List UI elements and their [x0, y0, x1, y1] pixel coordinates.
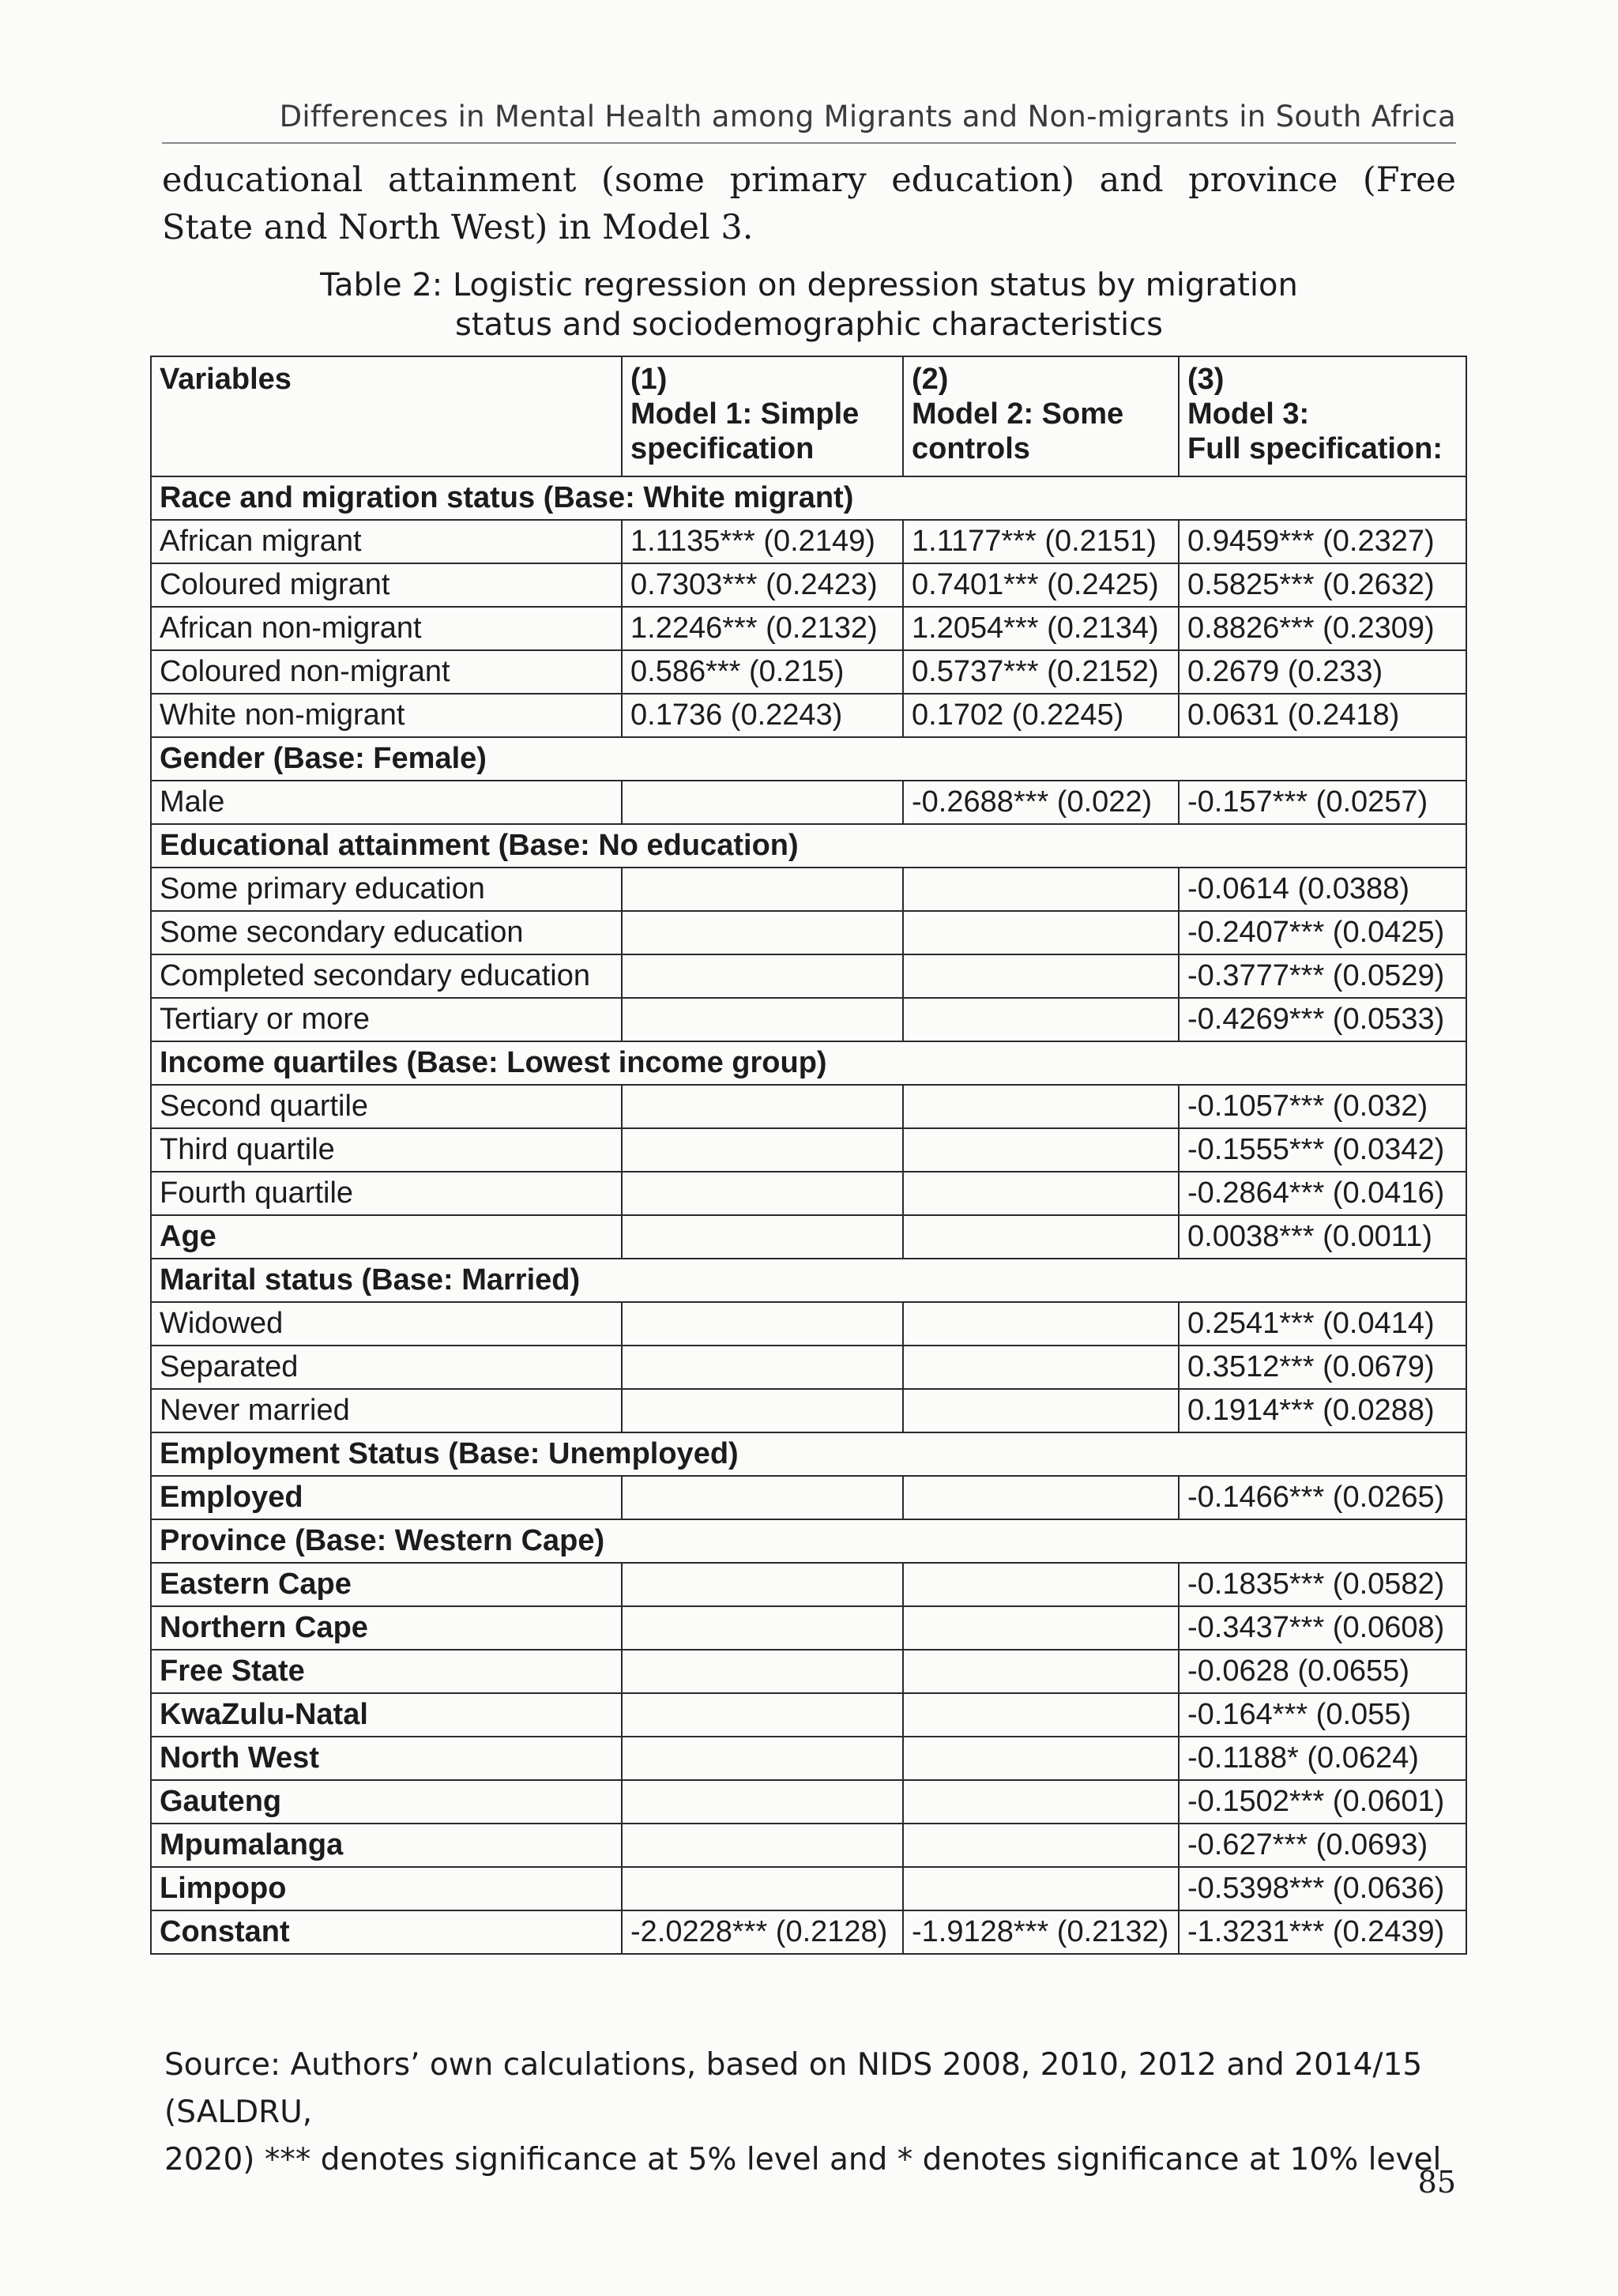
header-model-2 [903, 356, 1179, 476]
header-model-3 [1179, 356, 1466, 476]
model-3-cell: 0.9459*** (0.2327) [1179, 520, 1466, 563]
variable-cell: Widowed [151, 1302, 622, 1346]
variable-cell: Gauteng [151, 1780, 622, 1824]
variable-cell: Some primary education [151, 868, 622, 911]
variable-cell: Coloured migrant [151, 563, 622, 607]
model-2-cell [903, 1172, 1179, 1215]
model-3-cell: -0.1835*** (0.0582) [1179, 1563, 1466, 1606]
model-2-cell: -1.9128*** (0.2132) [903, 1910, 1179, 1954]
table-row [151, 1302, 1466, 1346]
section-label: Gender (Base: Female) [151, 737, 1466, 781]
model-1-cell [622, 998, 903, 1041]
model-3-cell: 0.1914*** (0.0288) [1179, 1389, 1466, 1432]
model-3-cell: -0.1057*** (0.032) [1179, 1085, 1466, 1128]
model-1-cell [622, 1563, 903, 1606]
model-1-cell: 1.1135*** (0.2149) [622, 520, 903, 563]
table-row [151, 1215, 1466, 1259]
variable-cell: African migrant [151, 520, 622, 563]
section-label: Race and migration status (Base: White migrant) [151, 476, 1466, 520]
header-model-1-num: (1) [630, 363, 668, 396]
model-2-cell [903, 998, 1179, 1041]
table-row [151, 1128, 1466, 1172]
model-2-cell [903, 1302, 1179, 1346]
variable-cell: Second quartile [151, 1085, 622, 1128]
model-2-cell [903, 1650, 1179, 1693]
variable-cell: Age [151, 1215, 622, 1259]
variable-cell: Northern Cape [151, 1606, 622, 1650]
header-variables [151, 356, 622, 476]
page-number: 85 [1417, 2165, 1456, 2200]
section-header-row [151, 824, 1466, 868]
variable-cell: Employed [151, 1476, 622, 1519]
model-3-cell: 0.8826*** (0.2309) [1179, 607, 1466, 650]
table-row [151, 1563, 1466, 1606]
model-1-cell [622, 954, 903, 998]
model-3-cell: -0.1466*** (0.0265) [1179, 1476, 1466, 1519]
model-2-cell: 1.2054*** (0.2134) [903, 607, 1179, 650]
table-row [151, 650, 1466, 694]
model-3-cell: 0.3512*** (0.0679) [1179, 1346, 1466, 1389]
model-1-cell [622, 1693, 903, 1737]
variable-cell: Completed secondary education [151, 954, 622, 998]
model-2-cell: 0.7401*** (0.2425) [903, 563, 1179, 607]
caption-line-2: status and sociodemographic characteristics [455, 307, 1163, 343]
model-3-cell: -0.0614 (0.0388) [1179, 868, 1466, 911]
intro-paragraph: educational attainment (some primary education) and province (Free State and North West) in Model 3. [162, 160, 1456, 247]
model-2-cell [903, 1780, 1179, 1824]
regression-table [150, 356, 1467, 1955]
section-header-row [151, 476, 1466, 520]
caption-line-1: Table 2: Logistic regression on depression status by migration [320, 267, 1298, 303]
model-1-cell [622, 1128, 903, 1172]
model-2-cell [903, 954, 1179, 998]
model-3-cell: -0.2864*** (0.0416) [1179, 1172, 1466, 1215]
variable-cell: Never married [151, 1389, 622, 1432]
header-rule [162, 142, 1456, 144]
section-label: Educational attainment (Base: No education) [151, 824, 1466, 868]
model-1-cell [622, 1476, 903, 1519]
variable-cell: Constant [151, 1910, 622, 1954]
section-label: Marital status (Base: Married) [151, 1259, 1466, 1302]
model-2-cell [903, 1824, 1179, 1867]
model-2-cell [903, 1476, 1179, 1519]
model-1-cell [622, 781, 903, 824]
model-3-cell: -0.1555*** (0.0342) [1179, 1128, 1466, 1172]
model-1-cell: -2.0228*** (0.2128) [622, 1910, 903, 1954]
section-label: Province (Base: Western Cape) [151, 1519, 1466, 1563]
variable-cell: Separated [151, 1346, 622, 1389]
section-label: Employment Status (Base: Unemployed) [151, 1432, 1466, 1476]
section-header-row [151, 1259, 1466, 1302]
model-2-cell [903, 1085, 1179, 1128]
table-body [151, 476, 1466, 1954]
variable-cell: Tertiary or more [151, 998, 622, 1041]
section-header-row [151, 1041, 1466, 1085]
variable-cell: Mpumalanga [151, 1824, 622, 1867]
table-row [151, 781, 1466, 824]
header-model-1 [622, 356, 903, 476]
table-row [151, 1172, 1466, 1215]
model-2-cell: 0.1702 (0.2245) [903, 694, 1179, 737]
variable-cell: KwaZulu-Natal [151, 1693, 622, 1737]
variable-cell: Eastern Cape [151, 1563, 622, 1606]
variable-cell: White non-migrant [151, 694, 622, 737]
header-model-3-num: (3) [1187, 363, 1225, 396]
header-model-2-label: Model 2: Some controls [912, 397, 1124, 465]
variable-cell: Male [151, 781, 622, 824]
model-2-cell: -0.2688*** (0.022) [903, 781, 1179, 824]
table-row [151, 1824, 1466, 1867]
model-1-cell [622, 1302, 903, 1346]
header-model-3-label: Model 3: Full specification: [1187, 397, 1443, 465]
model-2-cell [903, 911, 1179, 954]
model-1-cell [622, 1085, 903, 1128]
model-1-cell [622, 1650, 903, 1693]
model-2-cell [903, 1606, 1179, 1650]
table-row [151, 1693, 1466, 1737]
table-row [151, 1780, 1466, 1824]
model-1-cell [622, 1824, 903, 1867]
table-row [151, 1867, 1466, 1910]
table-row [151, 1389, 1466, 1432]
model-3-cell: 0.2679 (0.233) [1179, 650, 1466, 694]
model-3-cell: -0.3777*** (0.0529) [1179, 954, 1466, 998]
variable-cell: African non-migrant [151, 607, 622, 650]
variable-cell: Limpopo [151, 1867, 622, 1910]
model-2-cell [903, 1389, 1179, 1432]
table-row [151, 520, 1466, 563]
section-header-row [151, 737, 1466, 781]
table-row [151, 954, 1466, 998]
model-2-cell [903, 1693, 1179, 1737]
model-2-cell: 0.5737*** (0.2152) [903, 650, 1179, 694]
model-2-cell: 1.1177*** (0.2151) [903, 520, 1179, 563]
model-3-cell: -0.4269*** (0.0533) [1179, 998, 1466, 1041]
model-3-cell: 0.5825*** (0.2632) [1179, 563, 1466, 607]
model-3-cell: -0.3437*** (0.0608) [1179, 1606, 1466, 1650]
model-1-cell [622, 1737, 903, 1780]
section-header-row [151, 1432, 1466, 1476]
source-line-1: Source: Authors’ own calculations, based on NIDS 2008, 2010, 2012 and 2014/15 (SALDRU, [164, 2047, 1423, 2130]
model-1-cell: 0.7303*** (0.2423) [622, 563, 903, 607]
variable-cell: Coloured non-migrant [151, 650, 622, 694]
table-row [151, 998, 1466, 1041]
table-row [151, 1085, 1466, 1128]
model-3-cell: -0.164*** (0.055) [1179, 1693, 1466, 1737]
variable-cell: Free State [151, 1650, 622, 1693]
model-1-cell: 0.1736 (0.2243) [622, 694, 903, 737]
model-2-cell [903, 1215, 1179, 1259]
model-1-cell [622, 1780, 903, 1824]
table-row [151, 563, 1466, 607]
model-1-cell [622, 868, 903, 911]
model-1-cell: 1.2246*** (0.2132) [622, 607, 903, 650]
model-1-cell [622, 1867, 903, 1910]
model-2-cell [903, 868, 1179, 911]
table-row [151, 868, 1466, 911]
source-line-2: 2020) *** denotes significance at 5% level and * denotes significance at 10% level [164, 2142, 1442, 2177]
model-2-cell [903, 1867, 1179, 1910]
model-1-cell [622, 1606, 903, 1650]
model-3-cell: -0.1502*** (0.0601) [1179, 1780, 1466, 1824]
model-1-cell [622, 1172, 903, 1215]
model-3-cell: -0.5398*** (0.0636) [1179, 1867, 1466, 1910]
header-variables-label: Variables [160, 363, 292, 396]
variable-cell: Third quartile [151, 1128, 622, 1172]
model-1-cell [622, 1346, 903, 1389]
model-3-cell: -0.627*** (0.0693) [1179, 1824, 1466, 1867]
table-row [151, 1346, 1466, 1389]
model-1-cell [622, 911, 903, 954]
model-3-cell: -0.2407*** (0.0425) [1179, 911, 1466, 954]
header-model-1-label: Model 1: Simple specification [630, 397, 860, 465]
model-2-cell [903, 1737, 1179, 1780]
table-row [151, 694, 1466, 737]
model-1-cell [622, 1389, 903, 1432]
running-header: Differences in Mental Health among Migrants and Non-migrants in South Africa [279, 100, 1456, 134]
table-row [151, 1737, 1466, 1780]
source-note [164, 2042, 1460, 2184]
model-3-cell: 0.2541*** (0.0414) [1179, 1302, 1466, 1346]
model-2-cell [903, 1346, 1179, 1389]
header-model-2-num: (2) [912, 363, 949, 396]
model-3-cell: -0.0628 (0.0655) [1179, 1650, 1466, 1693]
model-3-cell: 0.0038*** (0.0011) [1179, 1215, 1466, 1259]
model-3-cell: -1.3231*** (0.2439) [1179, 1910, 1466, 1954]
model-1-cell: 0.586*** (0.215) [622, 650, 903, 694]
table-row [151, 1606, 1466, 1650]
table-row [151, 911, 1466, 954]
table-row [151, 1650, 1466, 1693]
table-caption [162, 265, 1456, 344]
table-row [151, 1476, 1466, 1519]
model-2-cell [903, 1128, 1179, 1172]
table-row [151, 1910, 1466, 1954]
table-header-row [151, 356, 1466, 476]
model-3-cell: -0.1188* (0.0624) [1179, 1737, 1466, 1780]
model-3-cell: -0.157*** (0.0257) [1179, 781, 1466, 824]
variable-cell: Fourth quartile [151, 1172, 622, 1215]
model-2-cell [903, 1563, 1179, 1606]
model-1-cell [622, 1215, 903, 1259]
section-header-row [151, 1519, 1466, 1563]
variable-cell: North West [151, 1737, 622, 1780]
variable-cell: Some secondary education [151, 911, 622, 954]
model-3-cell: 0.0631 (0.2418) [1179, 694, 1466, 737]
table-row [151, 607, 1466, 650]
section-label: Income quartiles (Base: Lowest income group) [151, 1041, 1466, 1085]
